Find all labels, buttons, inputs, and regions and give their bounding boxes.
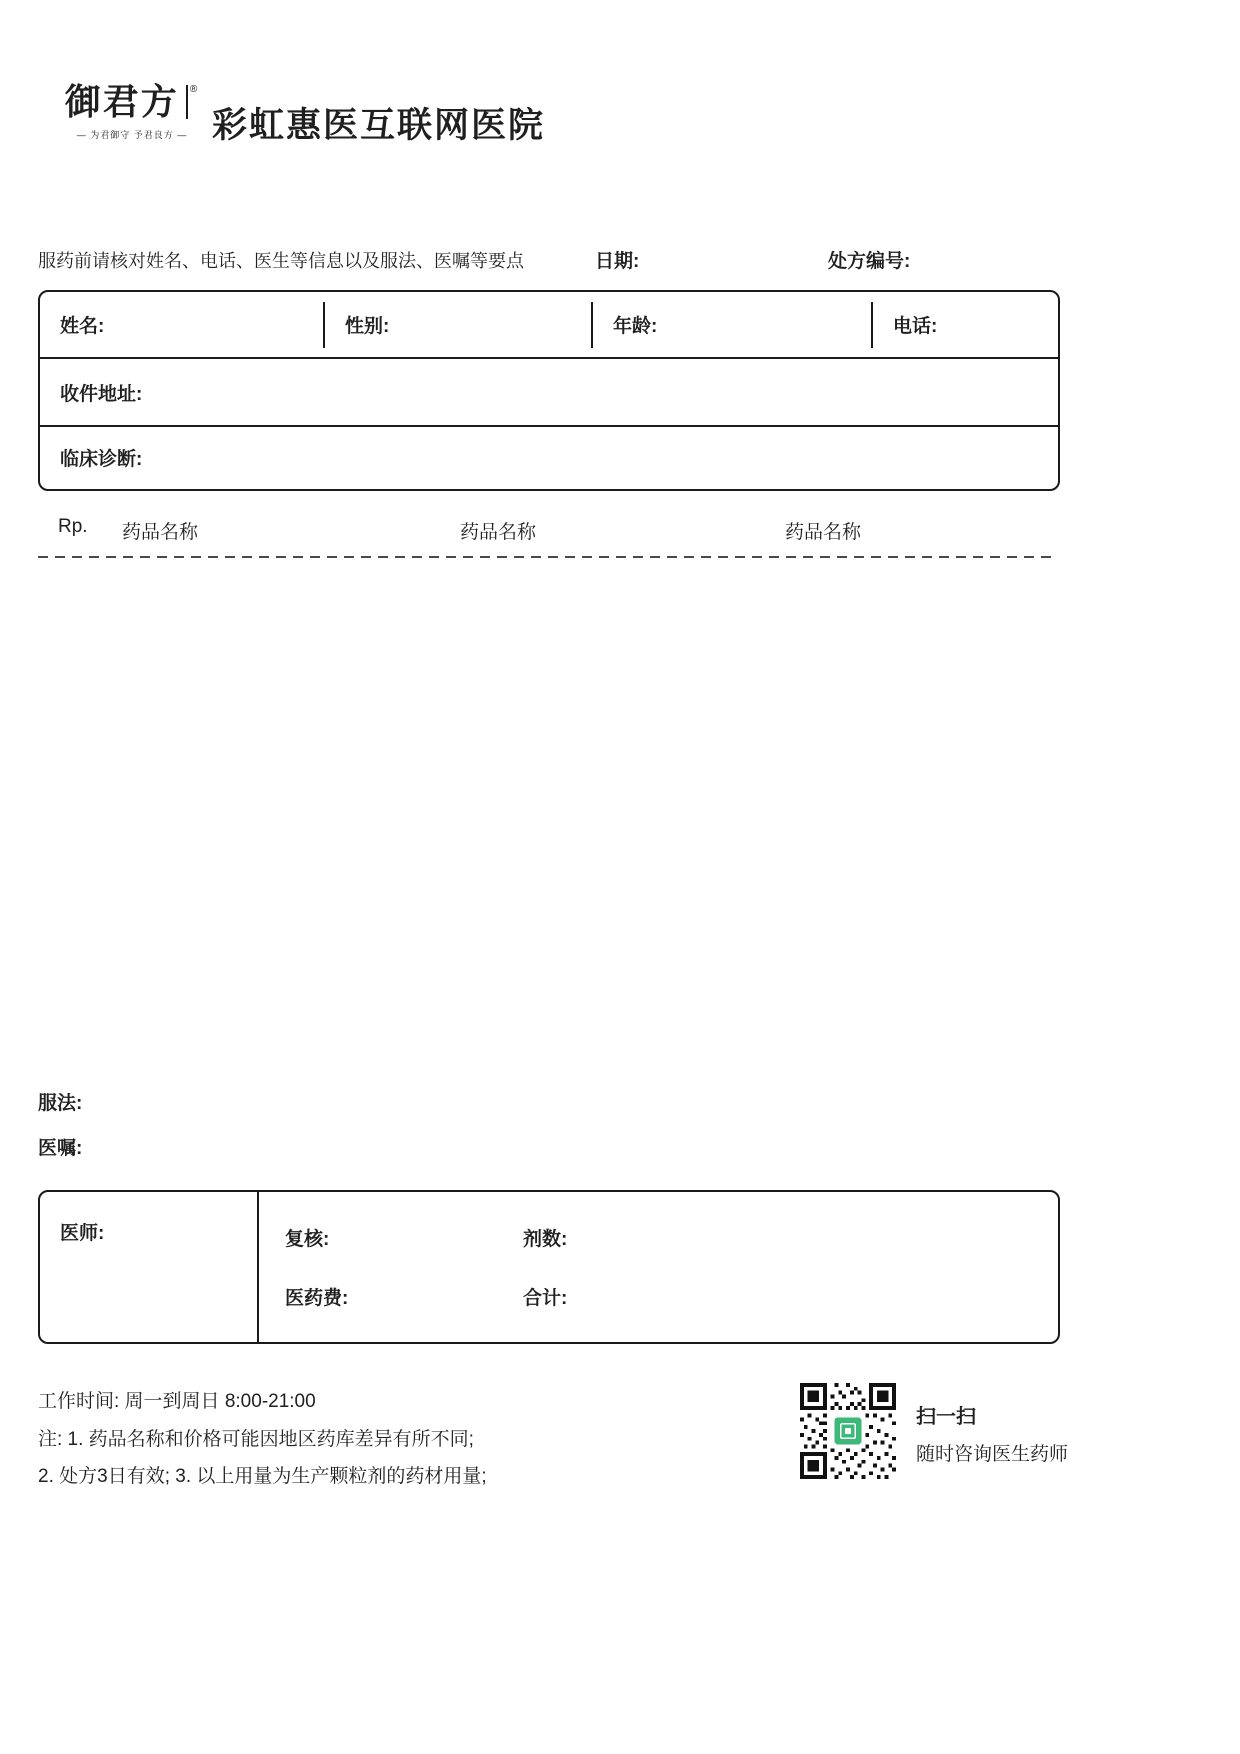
qr-code-icon [800,1383,896,1479]
total-label: 合计: [523,1288,568,1309]
review-label: 复核: [285,1229,330,1250]
address-label: 收件地址: [60,383,143,405]
review-fee-cell [259,1192,1058,1342]
age-label: 年龄: [613,316,658,337]
usage-label: 服法: [38,1093,83,1114]
logo-divider [186,85,188,119]
age-field [591,302,871,348]
gender-field [323,302,591,348]
patient-info-box [38,290,1060,491]
name-label: 姓名: [60,316,105,337]
doses-label: 剂数: [523,1229,568,1250]
phone-field [871,302,1058,348]
doctor-cell [40,1192,259,1342]
gender-label: 性别: [345,316,390,337]
review-row [285,1224,1058,1251]
advice-label: 医嘱: [38,1138,83,1159]
brand-logo-main [52,81,212,123]
date-label: 日期: [595,251,640,272]
rx-number-label: 处方编号: [828,251,911,272]
note-line-2: 2. 处方3日有效; 3. 以上用量为生产颗粒剂的药材用量; [38,1466,487,1487]
rp-label: Rp. [58,516,88,537]
qr-scan-label: 扫一扫 [916,1406,976,1428]
phone-label: 电话: [893,316,938,337]
hospital-name: 彩虹惠医互联网医院 [212,106,546,145]
medicine-column-header-1: 药品名称 [122,522,199,543]
patient-row-address [40,359,1058,427]
verification-notice: 服药前请核对姓名、电话、医生等信息以及服法、医嘱等要点 [38,251,524,271]
medicine-column-header-2: 药品名称 [460,522,537,543]
diagnosis-label: 临床诊断: [60,448,143,470]
registered-mark: ® [189,84,200,95]
name-field [40,292,323,357]
medicine-column-header-3: 药品名称 [785,522,862,543]
brand-logo-text: 御君方 [64,81,179,123]
doctor-label: 医师: [60,1223,105,1244]
signature-box [38,1190,1060,1344]
rx-dashed-divider [38,556,1056,558]
qr-consult-label: 随时咨询医生药师 [916,1444,1069,1465]
fee-label: 医药费: [285,1288,349,1309]
brand-logo [52,81,212,141]
fee-row [285,1283,1058,1310]
patient-row-diagnosis [40,427,1058,487]
patient-row-basic [40,292,1058,359]
brand-slogan: — 为君御守 予君良方 — [76,130,188,140]
note-line-1: 注: 1. 药品名称和价格可能因地区药库差异有所不同; [38,1429,474,1450]
work-time-text: 工作时间: 周一到周日 8:00-21:00 [38,1391,316,1412]
